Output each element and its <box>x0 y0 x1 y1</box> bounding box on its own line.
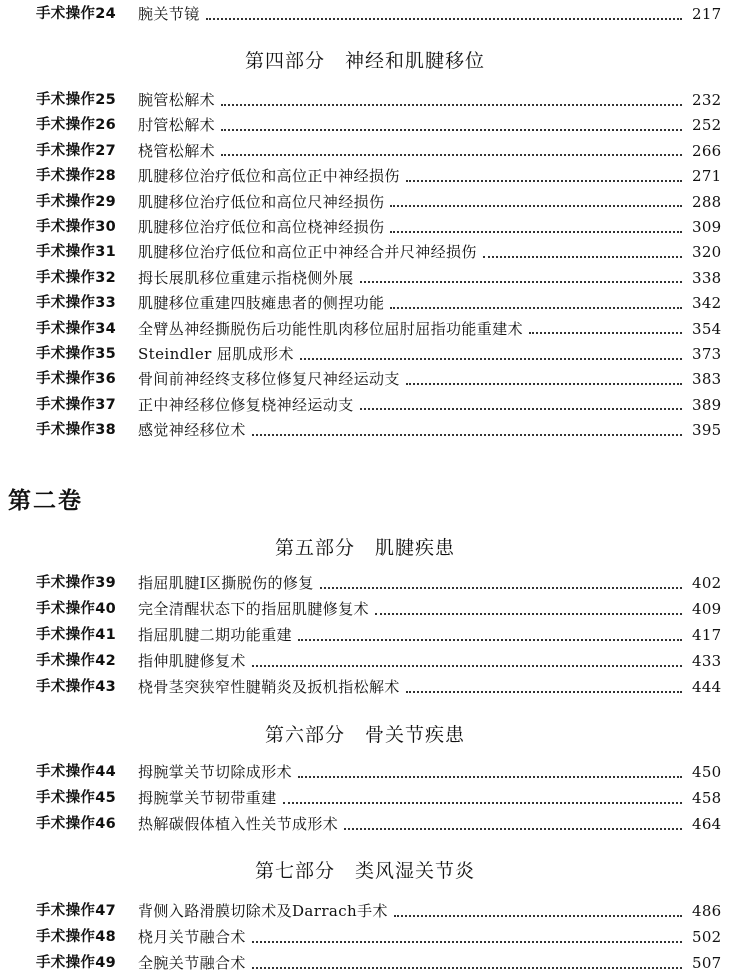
entry-title: 指屈肌腱Ⅰ区撕脱伤的修复 <box>138 574 314 592</box>
leader-dots <box>221 103 682 106</box>
entry-page: 433 <box>692 652 722 670</box>
entry-page: 486 <box>692 902 722 920</box>
toc-entry[interactable] <box>36 164 720 188</box>
entry-title: 感觉神经移位术 <box>138 421 246 440</box>
entry-title: 骨间前神经终支移位修复尺神经运动支 <box>138 370 400 389</box>
leader-dots <box>483 255 682 258</box>
toc-entry[interactable] <box>36 291 720 315</box>
entry-page: 458 <box>692 789 722 807</box>
entry-title: 正中神经移位修复桡神经运动支 <box>138 395 354 414</box>
leader-dots <box>252 433 682 436</box>
entry-title: 热解碳假体植入性关节成形术 <box>138 815 339 833</box>
toc-entry[interactable] <box>36 760 720 784</box>
entry-page: 252 <box>692 116 722 135</box>
entry-number: 手术操作40 <box>36 601 116 617</box>
entry-title: 桡管松解术 <box>138 141 216 160</box>
entry-page: 271 <box>692 167 722 186</box>
leader-dots <box>298 638 682 641</box>
entry-number: 手术操作28 <box>36 168 116 185</box>
leader-dots <box>252 664 682 667</box>
entry-title: 肌腱移位治疗低位和高位正中神经合并尺神经损伤 <box>138 243 477 262</box>
entry-page: 232 <box>692 91 722 109</box>
entry-title: 全腕关节融合术 <box>138 954 246 972</box>
entry-number: 手术操作25 <box>36 92 116 108</box>
entry-number: 手术操作37 <box>36 396 116 413</box>
toc-entry[interactable] <box>36 266 720 290</box>
entry-number: 手术操作26 <box>36 117 116 134</box>
part-heading: 第六部分 骨关节疾患 <box>264 724 465 746</box>
entry-title: 腕关节镜 <box>138 5 200 23</box>
entry-page: 342 <box>692 294 722 313</box>
toc-entry[interactable] <box>36 597 720 621</box>
toc-entry[interactable] <box>36 951 720 975</box>
entry-number: 手术操作30 <box>36 219 116 235</box>
leader-dots <box>221 128 682 131</box>
entry-number: 手术操作42 <box>36 653 116 669</box>
toc-entry[interactable] <box>36 623 720 647</box>
entry-title: 桡骨茎突狭窄性腱鞘炎及扳机指松解术 <box>138 678 400 696</box>
leader-dots <box>375 612 682 615</box>
entry-title: 完全清醒状态下的指屈肌腱修复术 <box>138 600 370 618</box>
entry-page: 502 <box>692 928 722 946</box>
entry-number: 手术操作29 <box>36 193 116 210</box>
entry-page: 217 <box>692 5 722 23</box>
entry-number: 手术操作34 <box>36 320 116 337</box>
toc-entry[interactable] <box>36 2 720 26</box>
toc-entry[interactable] <box>36 367 720 391</box>
leader-dots <box>394 914 682 917</box>
entry-number: 手术操作24 <box>36 6 116 22</box>
leader-dots <box>390 204 682 207</box>
entry-page: 373 <box>692 345 722 363</box>
entry-title: 全臂丛神经撕脱伤后功能性肌肉移位屈肘屈指功能重建术 <box>138 319 524 338</box>
entry-page: 402 <box>692 574 722 592</box>
leader-dots <box>406 179 682 182</box>
toc-entry[interactable] <box>36 571 720 595</box>
entry-page: 450 <box>692 763 722 781</box>
leader-dots <box>360 280 682 283</box>
leader-dots <box>252 940 682 943</box>
entry-number: 手术操作27 <box>36 142 116 159</box>
entry-number: 手术操作47 <box>36 903 116 919</box>
leader-dots <box>390 230 682 233</box>
entry-number: 手术操作49 <box>36 955 116 971</box>
leader-dots <box>406 382 682 385</box>
toc-entry[interactable] <box>36 812 720 836</box>
toc-entry[interactable] <box>36 190 720 214</box>
entry-page: 309 <box>692 218 722 236</box>
toc-entry[interactable] <box>36 88 720 112</box>
toc-entry[interactable] <box>36 899 720 923</box>
entry-title: 指伸肌腱修复术 <box>138 652 246 670</box>
entry-page: 338 <box>692 268 722 287</box>
entry-number: 手术操作45 <box>36 790 116 806</box>
leader-dots <box>221 153 682 156</box>
entry-number: 手术操作44 <box>36 764 116 780</box>
toc-entry[interactable] <box>36 925 720 949</box>
entry-page: 417 <box>692 626 722 644</box>
entry-number: 手术操作32 <box>36 269 116 286</box>
entry-number: 手术操作43 <box>36 679 116 695</box>
entry-page: 320 <box>692 243 722 262</box>
entry-title: Steindler 屈肌成形术 <box>138 345 294 363</box>
entry-page: 288 <box>692 192 722 211</box>
entry-title: 肘管松解术 <box>138 116 216 135</box>
entry-number: 手术操作36 <box>36 371 116 388</box>
part-heading: 第七部分 类风湿关节炎 <box>254 860 475 882</box>
toc-entry[interactable] <box>36 317 720 341</box>
part-heading: 第五部分 肌腱疾患 <box>274 537 455 559</box>
toc-entry[interactable] <box>36 649 720 673</box>
leader-dots <box>529 331 682 334</box>
entry-page: 266 <box>692 141 722 160</box>
entry-title: 拇腕掌关节切除成形术 <box>138 763 293 781</box>
leader-dots <box>390 306 682 309</box>
leader-dots <box>283 801 682 804</box>
entry-number: 手术操作33 <box>36 295 116 312</box>
toc-entry[interactable] <box>36 240 720 264</box>
volume-heading: 第二卷 <box>8 487 83 514</box>
entry-number: 手术操作41 <box>36 627 116 643</box>
leader-dots <box>360 407 682 410</box>
entry-page: 464 <box>692 815 722 833</box>
toc-entry[interactable] <box>36 675 720 699</box>
entry-number: 手术操作48 <box>36 929 116 945</box>
entry-title: 腕管松解术 <box>138 91 216 109</box>
entry-title: 桡月关节融合术 <box>138 928 246 946</box>
leader-dots <box>252 966 682 969</box>
toc-entry[interactable] <box>36 418 720 442</box>
entry-page: 395 <box>692 421 722 440</box>
entry-page: 383 <box>692 370 722 389</box>
toc-entry[interactable] <box>36 113 720 137</box>
entry-number: 手术操作38 <box>36 422 116 439</box>
entry-title: 肌腱移位治疗低位和高位尺神经损伤 <box>138 192 385 211</box>
toc-entry[interactable] <box>36 786 720 810</box>
toc-entry[interactable] <box>36 215 720 239</box>
toc-entry[interactable] <box>36 342 720 366</box>
entry-title: 肌腱移位重建四肢瘫患者的侧捏功能 <box>138 294 385 313</box>
part-heading: 第四部分 神经和肌腱移位 <box>244 50 485 72</box>
toc-entry[interactable] <box>36 393 720 417</box>
entry-number: 手术操作39 <box>36 575 116 591</box>
entry-page: 389 <box>692 395 722 414</box>
leader-dots <box>298 775 682 778</box>
entry-title: 拇长展肌移位重建示指桡侧外展 <box>138 268 354 287</box>
entry-title: 肌腱移位治疗低位和高位桡神经损伤 <box>138 218 385 236</box>
entry-page: 507 <box>692 954 722 972</box>
leader-dots <box>206 17 682 20</box>
entry-title: 肌腱移位治疗低位和高位正中神经损伤 <box>138 167 400 186</box>
toc-entry[interactable] <box>36 139 720 163</box>
entry-page: 354 <box>692 319 722 338</box>
leader-dots <box>344 827 682 830</box>
entry-page: 444 <box>692 678 722 696</box>
entry-title: 背侧入路滑膜切除术及Darrach手术 <box>138 902 388 920</box>
entry-number: 手术操作46 <box>36 816 116 832</box>
leader-dots <box>406 690 682 693</box>
entry-title: 拇腕掌关节韧带重建 <box>138 789 277 807</box>
entry-number: 手术操作35 <box>36 346 116 362</box>
leader-dots <box>320 586 682 589</box>
entry-number: 手术操作31 <box>36 244 116 261</box>
entry-page: 409 <box>692 600 722 618</box>
leader-dots <box>300 357 682 360</box>
entry-title: 指屈肌腱二期功能重建 <box>138 626 293 644</box>
